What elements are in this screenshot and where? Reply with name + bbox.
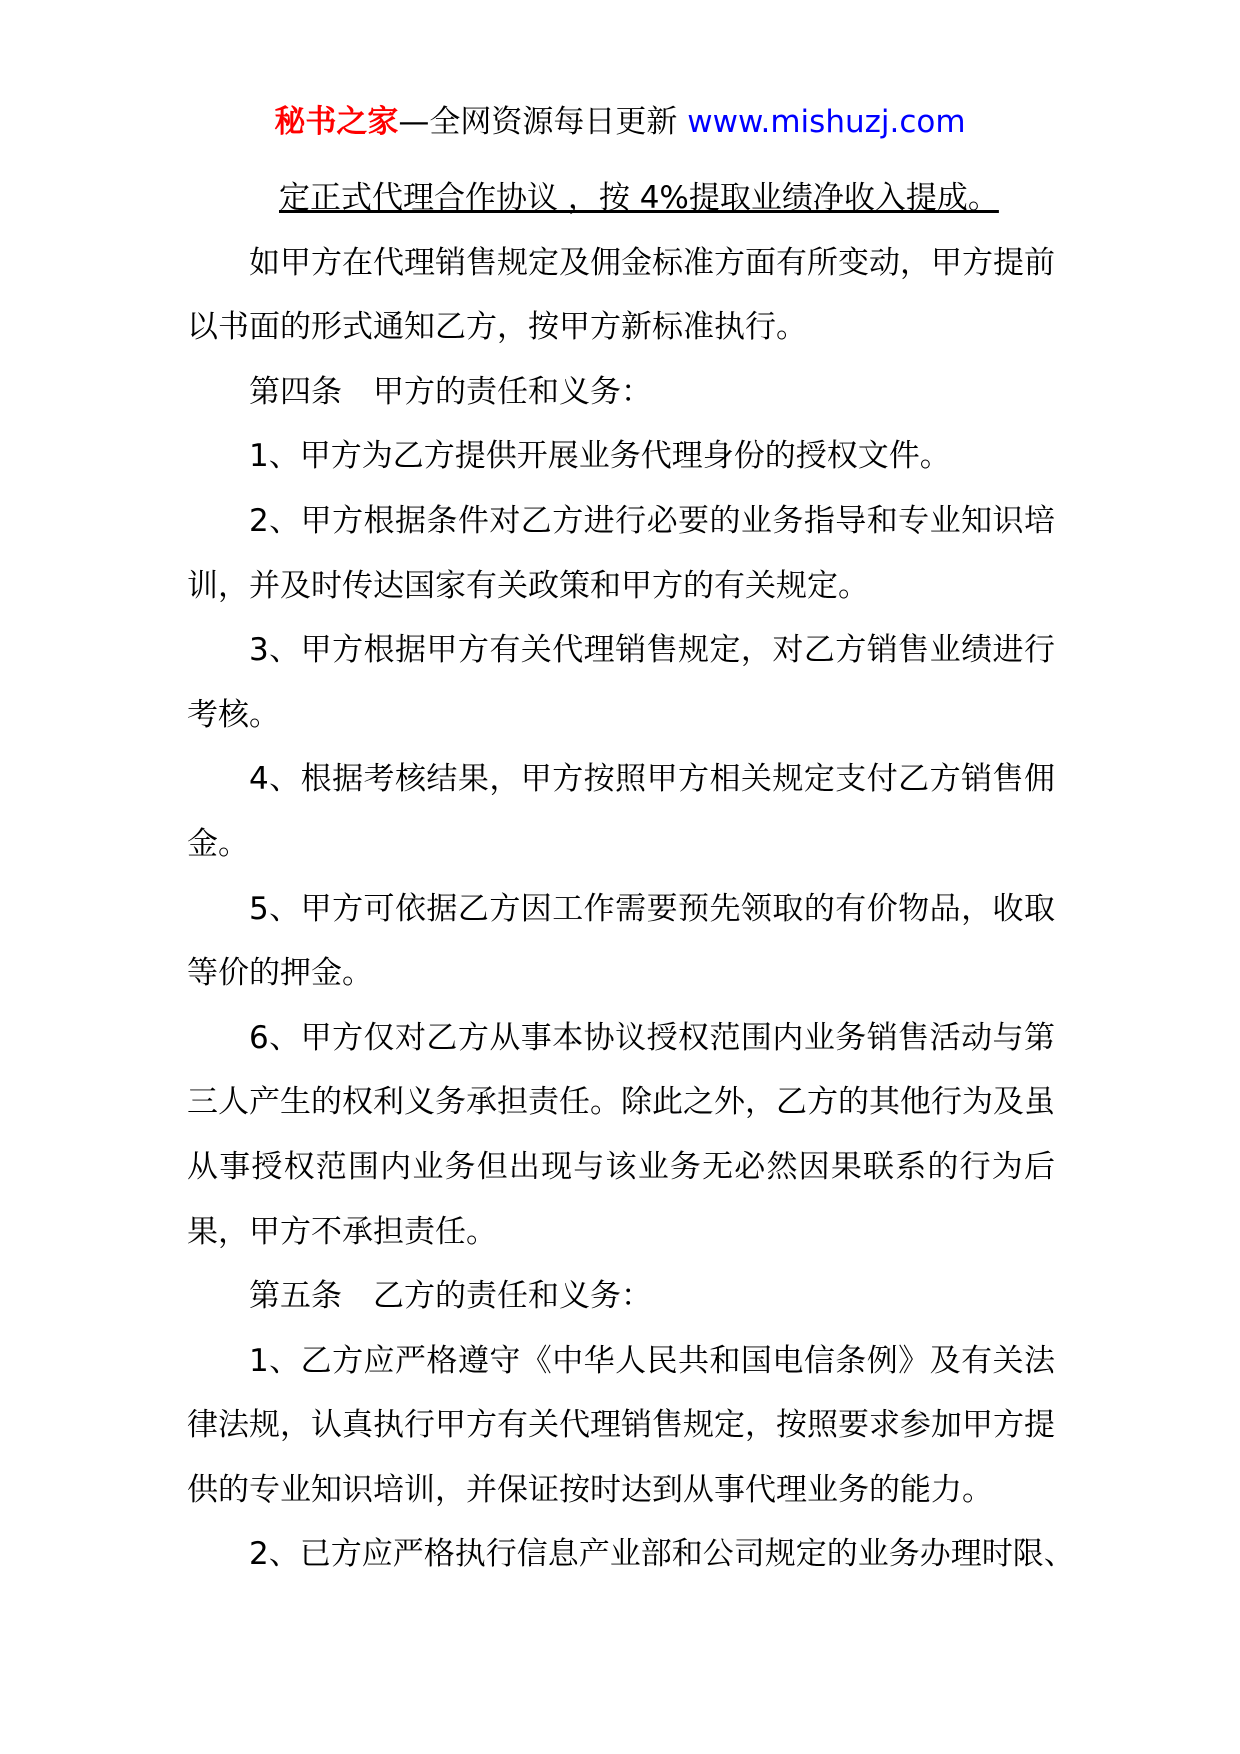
paragraph-standard-change: 如甲方在代理销售规定及佣金标准方面有所变动，甲方提前以书面的形式通知乙方，按甲方新标准执行。 (187, 244, 1055, 346)
site-header (0, 100, 1240, 144)
article-4-item-6: 6、甲方仅对乙方从事本协议授权范围内业务销售活动与第三人产生的权利义务承担责任。除此之外，乙方的其他行为及虽从事授权范围内业务但出现与该业务无必然因果联系的行为后果，甲方不承担责任。 (187, 1019, 1055, 1250)
article-5-heading: 第五条 乙方的责任和义务： (249, 1278, 652, 1315)
article-5-item-2: 2、已方应严格执行信息产业部和公司规定的业务办理时限、 (249, 1536, 1075, 1573)
article-4-item-5: 5、甲方可依据乙方因工作需要预先领取的有价物品，收取等价的押金。 (187, 890, 1055, 992)
article-4-item-3: 3、甲方根据甲方有关代理销售规定，对乙方销售业绩进行考核。 (187, 632, 1055, 733)
site-url-link[interactable]: www.mishuzj.com (687, 104, 966, 140)
site-brand: 秘书之家 (274, 104, 399, 140)
article-4-item-2: 2、甲方根据条件对乙方进行必要的业务指导和专业知识培训，并及时传达国家有关政策和甲方的有关规定。 (187, 502, 1055, 604)
article-5-item-1: 1、乙方应严格遵守《中华人民共和国电信条例》及有关法律法规，认真执行甲方有关代理销售规定，按照要求参加甲方提供的专业知识培训，并保证按时达到从事代理业务的能力。 (187, 1342, 1055, 1508)
document-body (187, 166, 1075, 1587)
commission-clause: 定正式代理合作协议 ，按 4%提取业绩净收入提成。 (279, 180, 999, 216)
article-4-heading: 第四条 甲方的责任和义务： (249, 373, 652, 410)
site-tagline: —全网资源每日更新 (398, 104, 688, 140)
article-4-item-1: 1、甲方为乙方提供开展业务代理身份的授权文件。 (249, 438, 951, 475)
article-4-item-4: 4、根据考核结果，甲方按照甲方相关规定支付乙方销售佣金。 (187, 761, 1055, 862)
